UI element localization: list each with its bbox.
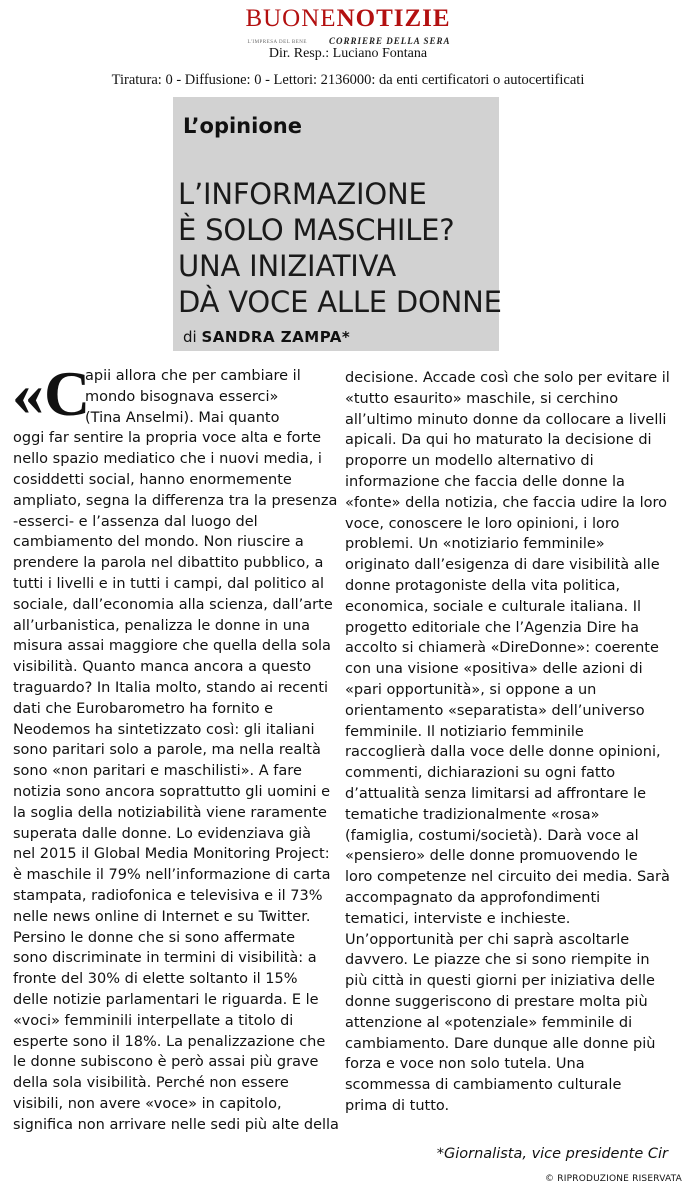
headline-line: UNA INIZIATIVA bbox=[178, 249, 397, 283]
text-line: «tutto esaurito» maschile, si cerchino bbox=[345, 390, 619, 407]
section-kicker: L’opinione bbox=[183, 114, 302, 138]
text-line: oggi far sentire la propria voce alta e forte bbox=[13, 430, 322, 447]
text-line: donne protagoniste della vita politica, bbox=[345, 577, 621, 594]
text-line: forza e voce non solo tutela. Una bbox=[345, 1056, 585, 1073]
text-line: significa non arrivare nelle sedi più alte della bbox=[13, 1116, 339, 1133]
text-line: della sola visibilità. Perché non essere bbox=[13, 1075, 289, 1092]
text-line: Persino le donne che si sono affermate bbox=[13, 929, 296, 946]
text-line: raccoglierà dalla voce delle donne opinioni, bbox=[345, 744, 661, 761]
text-line: più città in questi giorni per iniziativa delle bbox=[345, 973, 655, 990]
text-line: con una visione «positiva» delle azioni di bbox=[345, 661, 643, 678]
text-line: tematiche tradizionalmente «rosa» bbox=[345, 806, 600, 823]
text-line: accolto si chiamerà «DireDonne»: coerente bbox=[345, 640, 659, 657]
text-line: è maschile il 79% nell’informazione di carta bbox=[13, 867, 331, 884]
text-line: apii allora che per cambiare il bbox=[85, 368, 301, 384]
text-line: sociale, dall’economia alla scienza, dall’arte bbox=[13, 596, 333, 613]
text-line: esperte sono il 18%. La penalizzazione che bbox=[13, 1033, 326, 1050]
text-line: tutti i livelli e in tutti i campi, dal politico al bbox=[13, 575, 325, 592]
text-line: dati che Eurobarometro ha fornito e bbox=[13, 700, 274, 717]
logo-publisher: CORRIERE DELLA SERA bbox=[329, 36, 451, 46]
text-line: progetto editoriale che l’Agenzia Dire ha bbox=[345, 619, 639, 636]
text-line: ampliato, segna la differenza tra la presenza bbox=[13, 492, 338, 509]
text-line: nello spazio mediatico che i nuovi media, i bbox=[13, 451, 322, 468]
text-line: sono paritari solo a parole, ma nella realtà bbox=[13, 742, 321, 759]
text-line: nel 2015 il Global Media Monitoring Project: bbox=[13, 846, 330, 863]
text-line: traguardo? In Italia molto, stando ai recenti bbox=[13, 679, 329, 696]
text-line: (Tina Anselmi). Mai quanto bbox=[85, 409, 280, 426]
text-line: prima di tutto. bbox=[345, 1097, 450, 1114]
author-note: *Giornalista, vice presidente Cir bbox=[436, 1146, 668, 1162]
text-line: (famiglia, costumi/società). Darà voce al bbox=[345, 827, 639, 844]
text-line: visibilità. Quanto manca ancora a questo bbox=[13, 659, 312, 676]
text-line: all’ultimo minuto donne da collocare a livelli bbox=[345, 411, 667, 428]
text-line: loro competenze nel circuito dei media. Sarà bbox=[345, 869, 670, 886]
text-line: sono discriminate in termini di visibilità: a bbox=[13, 950, 317, 967]
text-line: prendere la parola nel dibattito pubblico, a bbox=[13, 555, 324, 572]
text-line: proporre un modello alternativo di bbox=[345, 453, 594, 470]
text-line: cosiddetti social, hanno enormemente bbox=[13, 471, 292, 488]
text-line: attenzione al «potenziale» femminile di bbox=[345, 1014, 633, 1031]
text-line: commenti, dichiarazioni su ogni fatto bbox=[345, 765, 616, 782]
text-line: «fonte» della notizia, che faccia udire la loro bbox=[345, 494, 668, 511]
text-line: voce, conoscere le loro opinioni, i loro bbox=[345, 515, 620, 532]
text-line: fronte del 30% di elette soltanto il 15% bbox=[13, 971, 298, 988]
text-line: «pensiero» delle donne promuovendo le bbox=[345, 848, 638, 865]
drop-cap: «C bbox=[12, 358, 91, 429]
text-line: nelle news online di Internet e su Twitter. bbox=[13, 908, 311, 925]
article-column-left bbox=[13, 366, 340, 1135]
text-line: la soglia della notiziabilità viene raramente bbox=[13, 804, 327, 821]
byline bbox=[183, 328, 350, 346]
text-line: notizia sono ancora soprattutto gli uomini e bbox=[13, 783, 331, 800]
text-line: femminile. Il notiziario femminile bbox=[345, 723, 584, 740]
author-name: SANDRA ZAMPA* bbox=[201, 328, 351, 346]
text-line: «pari opportunità», si oppone a un bbox=[345, 681, 597, 698]
text-line: cambiamento. Dare dunque alle donne più bbox=[345, 1035, 656, 1052]
text-line: Neodemos ha sintetizzato così: gli italiani bbox=[13, 721, 315, 738]
headline-line: È SOLO MASCHILE? bbox=[178, 213, 455, 247]
copyright-notice: © RIPRODUZIONE RISERVATA bbox=[545, 1174, 682, 1184]
article-column-right bbox=[345, 368, 675, 1117]
text-line: superata dalle donne. Lo evidenziava già bbox=[13, 825, 312, 842]
text-line: tematici, interviste e inchieste. bbox=[345, 910, 571, 927]
headline-line: L’INFORMAZIONE bbox=[178, 177, 427, 211]
logo-part-buone: BUONE bbox=[245, 5, 337, 32]
text-line: economica, sociale e culturale italiana. Il bbox=[345, 598, 642, 615]
text-line: originato dall’esigenza di dare visibilità alle bbox=[345, 557, 660, 574]
logo-subtitle: L'IMPRESA DEL BENE bbox=[247, 40, 307, 45]
text-line: d’attualità senza limitarsi ad affrontare le bbox=[345, 785, 647, 802]
text-line: informazione che faccia delle donne la bbox=[345, 473, 625, 490]
text-line: misura assai maggiore che quella della sola bbox=[13, 638, 331, 655]
text-line: delle notizie parlamentari le riguarda. E le bbox=[13, 991, 319, 1008]
headline-line: DÀ VOCE ALLE DONNE bbox=[178, 285, 502, 319]
logo-part-notizie: NOTIZIE bbox=[336, 5, 451, 32]
text-line: -esserci- e l’assenza dal luogo del bbox=[13, 513, 258, 530]
text-line: stampata, radiofonica e televisiva e il 73% bbox=[13, 887, 323, 904]
director-line: Dir. Resp.: Luciano Fontana bbox=[268, 46, 428, 61]
text-line: cambiamento del mondo. Non riuscire a bbox=[13, 534, 304, 551]
text-line: scommessa di cambiamento culturale bbox=[345, 1077, 622, 1094]
buonenotizie-logo bbox=[245, 5, 451, 46]
text-line: problemi. Un «notiziario femminile» bbox=[345, 536, 605, 553]
circulation-line: Tiratura: 0 - Diffusione: 0 - Lettori: 2136000: da enti certificatori o autocertificati bbox=[111, 72, 585, 88]
byline-prefix: di bbox=[183, 328, 197, 346]
text-line: all’urbanistica, penalizza le donne in una bbox=[13, 617, 310, 634]
text-line: sono «non paritari e maschilisti». A fare bbox=[13, 763, 302, 780]
text-line: apicali. Da qui ho maturato la decisione di bbox=[345, 432, 652, 449]
text-line: visibili, non avere «voce» in capitolo, bbox=[13, 1095, 282, 1112]
text-line: «voci» femminili interpellate a titolo di bbox=[13, 1012, 294, 1029]
text-line: donne suggeriscono di prestare molta più bbox=[345, 993, 648, 1010]
text-line: decisione. Accade così che solo per evitare il bbox=[345, 370, 670, 386]
text-line: davvero. Le piazze che si sono riempite in bbox=[345, 952, 650, 969]
text-line: mondo bisognava esserci» bbox=[85, 388, 279, 405]
text-line: orientamento «separatista» dell’universo bbox=[345, 702, 645, 719]
text-line: le donne subiscono è però assai più grave bbox=[13, 1054, 319, 1071]
text-line: accompagnato da approfondimenti bbox=[345, 889, 601, 906]
article-headline bbox=[178, 176, 502, 320]
masthead bbox=[0, 5, 696, 46]
text-line: Un’opportunità per chi saprà ascoltarle bbox=[345, 931, 630, 948]
